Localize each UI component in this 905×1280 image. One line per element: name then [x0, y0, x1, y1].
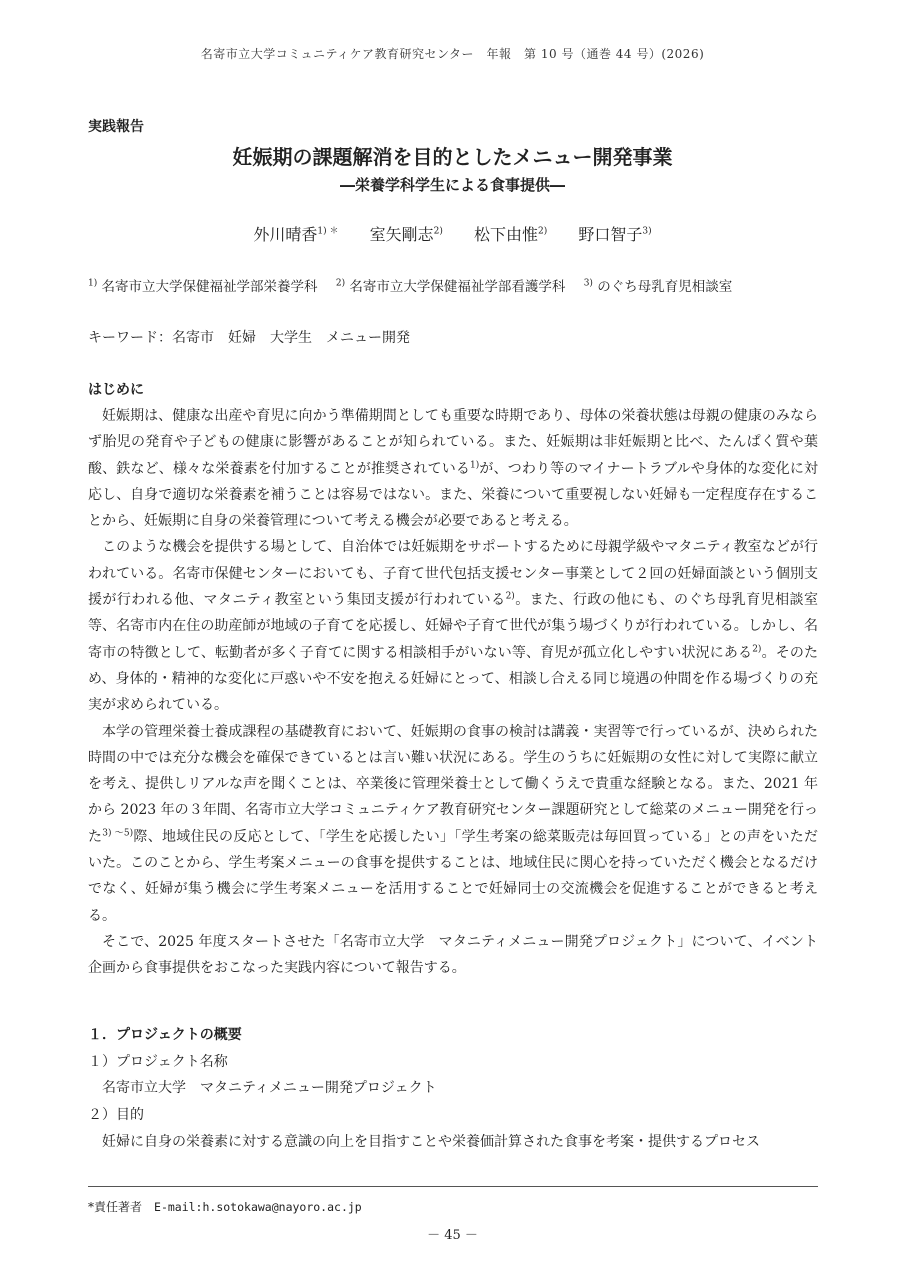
citation-mark: 1): [470, 459, 480, 470]
footnote-divider: [88, 1186, 818, 1187]
author-name: 野口智子: [578, 225, 643, 244]
article-subtitle: ―栄養学科学生による食事提供―: [339, 176, 565, 194]
paragraph-text: 。また、行政の他にも、のぐち母乳育児相談室等、名寄市内在住の助産師が地域の子育てを応援し、妊婦や子育て世代が集う場づくりが行われている。しかし、名寄市の特徴として、転勤者が多く子育てに関する相談相手がいない等、育児が孤立化しやすい状況にある: [88, 592, 818, 661]
keywords-label: キーワード：: [88, 330, 172, 346]
article-category: 実践報告: [88, 119, 144, 135]
affiliation-list: [88, 275, 828, 295]
purpose-text: 妊婦に自身の栄養素に対する意識の向上を目指すことや栄養価計算された食事を考案・提供するプロセス: [102, 1134, 760, 1150]
journal-header: 名寄市立大学コミュニティケア教育研究センター 年報 第 10 号（通巻 44 号）(2026): [200, 47, 705, 61]
intro-paragraph: [88, 929, 818, 982]
intro-paragraph: [88, 534, 818, 718]
paragraph-text: そこで、2025 年度スタートさせた「名寄市立大学 マタニティメニュー開発プロジェクト」について、イベント企画から食事提供をおこなった実践内容について報告する。: [88, 933, 818, 977]
affiliation-mark: 2): [335, 278, 346, 289]
affiliation-name: のぐち母乳育児相談室: [597, 279, 733, 295]
intro-paragraph: [88, 719, 818, 929]
citation-mark: 2): [505, 591, 515, 602]
affiliation-name: 名寄市立大学保健福祉学部栄養学科: [101, 279, 318, 295]
author-mark: 3): [642, 226, 652, 237]
paragraph-text: 本学の管理栄養士養成課程の基礎教育において、妊娠期の食事の検討は講義・実習等で行っているが、決められた時間の中では充分な機会を確保できているとは言い難い状況にある。学生のうちに妊娠期の女性に対して実際に献立を考え、提供しリアルな声を聞くことは、卒業後に管理栄養士として働くうえで貴重な経験となる。また、2021 年から 2023 年の３年間、名寄市立大学コミュニティケア教育研究センター課題研究として総菜のメニュー開発を行った: [88, 723, 818, 845]
affiliation-name: 名寄市立大学保健福祉学部看護学科: [349, 279, 566, 295]
author-list: [0, 222, 905, 245]
author-mark: 1) ＊: [317, 226, 339, 237]
intro-body: [88, 403, 818, 982]
affiliation-mark: 3): [583, 278, 593, 289]
keyword: メニュー開発: [326, 330, 410, 346]
citation-mark: 3) ～5): [102, 828, 134, 839]
author-mark: 2): [537, 226, 548, 237]
keywords: [88, 327, 424, 347]
keyword: 大学生: [270, 330, 312, 346]
author: [253, 225, 338, 244]
keyword: 名寄市: [172, 330, 214, 346]
author: [474, 225, 547, 244]
affiliation: [88, 279, 318, 295]
article-title: 妊娠期の課題解消を目的としたメニュー開発事業: [232, 145, 673, 169]
author: [578, 225, 651, 244]
author-name: 外川晴香: [253, 225, 318, 244]
section-heading: １．プロジェクトの概要: [88, 1027, 242, 1043]
intro-paragraph: [88, 403, 818, 534]
corresponding-author-label: *責任著者: [88, 1200, 155, 1214]
email-address: E-mail:h.sotokawa@nayoro.ac.jp: [154, 1200, 362, 1214]
affiliation-mark: 1): [88, 278, 98, 289]
paragraph-text: このような機会を提供する場として、自治体では妊娠期をサポートするために母親学級やマタニティ教室などが行われている。名寄市保健センターにおいても、子育て世代包括支援センター事業として２回の妊婦面談という個別支援が行われる他、マタニティ教室という集団支援が行われている: [88, 539, 818, 609]
author-mark: 2): [433, 226, 443, 237]
subsection-heading: ２）目的: [88, 1107, 144, 1123]
affiliation: [584, 279, 733, 295]
subsection-heading: １）プロジェクト名称: [88, 1054, 228, 1070]
author-name: 松下由惟: [473, 225, 538, 244]
affiliation: [336, 279, 566, 295]
footnote: [88, 1198, 362, 1215]
page-number: － 45 －: [427, 1228, 478, 1243]
author-name: 室矢剛志: [369, 225, 434, 244]
citation-mark: 2): [752, 644, 762, 655]
paragraph-text: が、つわり等のマイナートラブルや身体的な変化に対応し、自身で適切な栄養素を補うことは容易ではない。また、栄養について重要視しない妊婦も一定程度存在することから、妊娠期に自身の栄養管理について考える機会が必要であると考える。: [88, 460, 818, 530]
author: [370, 225, 443, 244]
paragraph-text: 。そのため、身体的・精神的な変化に戸惑いや不安を抱える妊婦にとって、相談し合える同じ境遇の仲間を作る場づくりの充実が求められている。: [88, 644, 819, 714]
intro-heading: はじめに: [88, 382, 144, 398]
keyword: 妊婦: [228, 330, 256, 346]
paragraph-text: 妊娠期は、健康な出産や育児に向かう準備期間としても重要な時期であり、母体の栄養状態は母親の健康のみならず胎児の発育や子どもの健康に影響があることが知られている。また、妊娠期は非妊娠期と比べ、たんぱく質や葉酸、鉄など、様々な栄養素を付加することが推奨されている: [88, 408, 818, 477]
paragraph-text: 際、地域住民の反応として、「学生を応援したい」「学生考案の総菜販売は毎回買っている」との声をいただいた。このことから、学生考案メニューの食事を提供することは、地域住民に関心を持っていただく機会となるだけでなく、妊婦が集う機会に学生考案メニューを活用することで妊婦同士の交流機会を促進することができると考える。: [88, 828, 819, 924]
project-name: 名寄市立大学 マタニティメニュー開発プロジェクト: [102, 1080, 437, 1096]
